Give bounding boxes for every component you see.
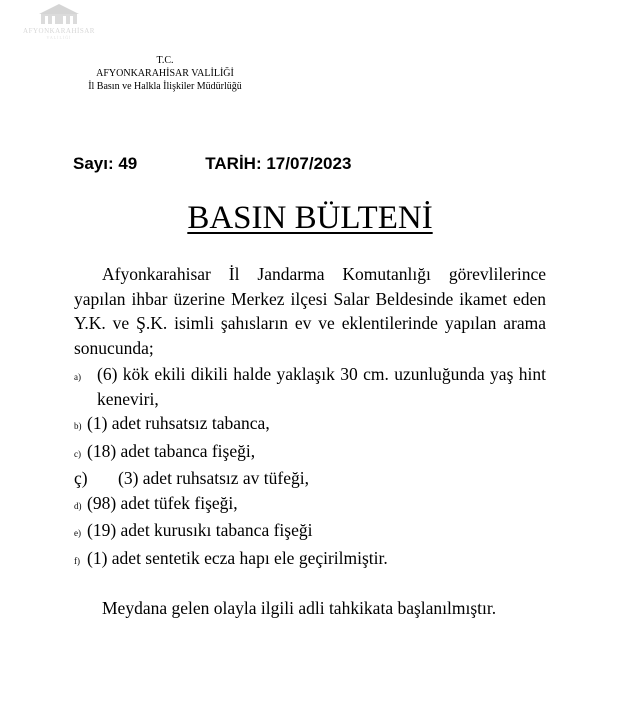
document-number: Sayı: 49: [73, 154, 138, 173]
document-title: BASIN BÜLTENİ: [187, 200, 433, 236]
letterhead-line-3: İl Basın ve Halkla İlişkiler Müdürlüğü: [88, 81, 242, 92]
document-date: TARİH: 17/07/2023: [205, 154, 352, 173]
list-item-text: (18) adet tabanca fişeği,: [87, 440, 256, 461]
list-item-text: (98) adet tüfek fişeği,: [87, 492, 238, 513]
building-icon: [37, 2, 81, 26]
governorship-logo: [14, 2, 104, 46]
list-item: [74, 546, 546, 574]
document-body: [74, 262, 546, 621]
intro-paragraph: Afyonkarahisar İl Jandarma Komutanlığı görevlilerince yapılan ihbar üzerine Merkez ilçesi Salar Beldesinde ikamet eden Y.K. ve Ş.K. isimli şahısların ev ve eklentilerinde yapılan arama sonucunda;: [74, 264, 546, 358]
list-item-text: (19) adet kurusıkı tabanca fişeği: [87, 520, 313, 540]
list-item-text: (3) adet ruhsatsız av tüfeği,: [118, 468, 309, 488]
logo-subtext: VALİLİĞİ: [46, 35, 72, 40]
list-item-text: (6) kök ekili dikili halde yaklaşık 30 cm. uzunluğunda yaş hint keneviri,: [97, 364, 546, 409]
list-item: [74, 466, 546, 491]
list-marker: b): [74, 421, 82, 431]
list-marker: d): [74, 500, 82, 511]
document-meta: [73, 154, 351, 174]
letterhead-line-2: AFYONKARAHİSAR VALİLİĞİ: [96, 68, 234, 79]
list-item: [74, 518, 546, 546]
list-item: [74, 411, 546, 439]
seized-items-list: [74, 362, 546, 573]
list-item: [74, 362, 546, 411]
list-marker: c): [74, 448, 81, 459]
list-item-text: (1) adet ruhsatsız tabanca,: [87, 413, 270, 433]
logo-text: AFYONKARAHİSAR: [23, 27, 95, 35]
list-item-text: (1) adet sentetik ecza hapı ele geçirilmiştir.: [87, 547, 388, 568]
list-item: [74, 439, 546, 467]
list-marker: f): [74, 555, 80, 566]
list-marker: ç): [74, 468, 88, 488]
letterhead-line-1: T.C.: [156, 55, 174, 66]
letterhead: [60, 54, 270, 93]
closing-paragraph: Meydana gelen olayla ilgili adli tahkikata başlanılmıştır.: [102, 598, 497, 618]
list-item: [74, 491, 546, 519]
list-marker: a): [74, 372, 81, 382]
list-marker: e): [74, 528, 81, 538]
